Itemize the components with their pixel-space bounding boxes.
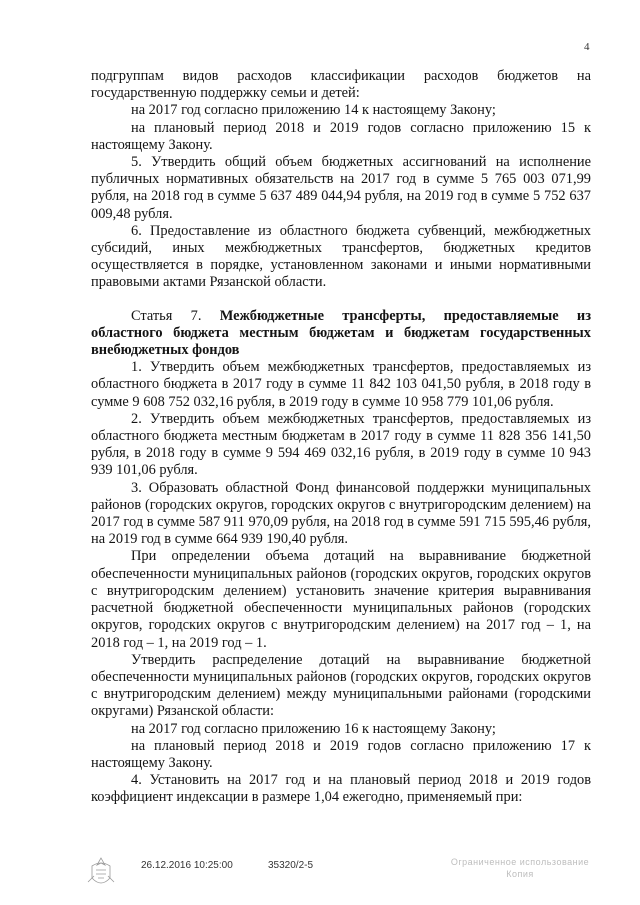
pre-article-section bbox=[91, 68, 591, 292]
paragraph: подгруппам видов расходов классификации расходов бюджетов на государственную поддержку семьи и детей: bbox=[91, 68, 591, 102]
coat-of-arms-icon bbox=[86, 856, 116, 890]
document-body bbox=[91, 68, 591, 807]
paragraph: 3. Образовать областной Фонд финансовой поддержки муниципальных районов (городских округов, городских округов с внутригородским делением) на 2017 год в сумме 587 911 970,09 рубля, на 2018 год в сумме 591 715 595,46 рубля, на 2019 год в сумме 664 939 190,40 рубля. bbox=[91, 479, 591, 548]
paragraph: на 2017 год согласно приложению 14 к настоящему Закону; bbox=[131, 102, 496, 119]
article-title: Межбюджетные трансферты, предоставляемые из областного бюджета местным бюджетам и бюджетам государственных внебюджетных фондов bbox=[91, 307, 591, 359]
paragraph: на 2017 год согласно приложению 16 к настоящему Закону; bbox=[131, 720, 496, 737]
watermark-line-1: Ограниченное использование bbox=[450, 857, 590, 867]
watermark-line-2: Копия bbox=[506, 869, 534, 879]
paragraph: При определении объема дотаций на выравнивание бюджетной обеспеченности муниципальных районов (городских округов, городских округов с внутригородским делением) установить значение критерия выравнивания расчетной бюджетной обеспеченности муниципальных районов (городских округов, городских округов с внутригородским делением) на 2017 год – 1, на 2018 год – 1, на 2019 год – 1. bbox=[91, 548, 591, 651]
article-label: Статья 7. bbox=[131, 307, 202, 324]
footer bbox=[0, 856, 640, 896]
paragraph: на плановый период 2018 и 2019 годов согласно приложению 15 к настоящему Закону. bbox=[91, 119, 591, 153]
paragraph: Утвердить распределение дотаций на выравнивание бюджетной обеспеченности муниципальных районов (городских округов, городских округов с внутригородским делением) между муниципальными районами (городскими округами) Рязанской области: bbox=[91, 651, 591, 720]
page-number: 4 bbox=[584, 41, 590, 53]
article-body bbox=[91, 359, 591, 806]
paragraph: 2. Утвердить объем межбюджетных трансфертов, предоставляемых из областного бюджета местным бюджетам в 2017 году в сумме 11 828 356 141,50 рубля, в 2018 году в сумме 9 594 469 032,16 рубля, в 2019 году в сумме 10 943 939 101,06 рубля. bbox=[91, 410, 591, 479]
paragraph: 5. Утвердить общий объем бюджетных ассигнований на исполнение публичных нормативных обязательств на 2017 год в сумме 5 765 003 071,99 рубля, на 2018 год в сумме 5 637 489 044,94 рубля, на 2019 год в сумме 5 752 637 009,48 рубля. bbox=[91, 154, 591, 222]
paragraph: 6. Предоставление из областного бюджета субвенций, межбюджетных субсидий, иных межбюджетных трансфертов, бюджетных кредитов осуществляется в порядке, установленном законами и иными нормативными правовыми актами Рязанской области. bbox=[91, 222, 591, 291]
watermark-stamp bbox=[440, 856, 600, 880]
footer-date: 26.12.2016 10:25:00 bbox=[141, 860, 233, 871]
paragraph: 4. Установить на 2017 год и на плановый период 2018 и 2019 годов коэффициент индексации в размере 1,04 ежегодно, применяемый при: bbox=[91, 772, 591, 806]
paragraph: на плановый период 2018 и 2019 годов согласно приложению 17 к настоящему Закону. bbox=[91, 737, 591, 771]
article-heading bbox=[91, 308, 591, 360]
paragraph: 1. Утвердить объем межбюджетных трансфертов, предоставляемых из областного бюджета в 2017 году в сумме 11 842 103 041,50 рубля, в 2018 году в сумме 9 608 752 032,16 рубля, в 2019 году в сумме 10 958 779 101,06 рубля. bbox=[91, 359, 591, 410]
footer-document-code: 35320/2-5 bbox=[268, 860, 314, 871]
